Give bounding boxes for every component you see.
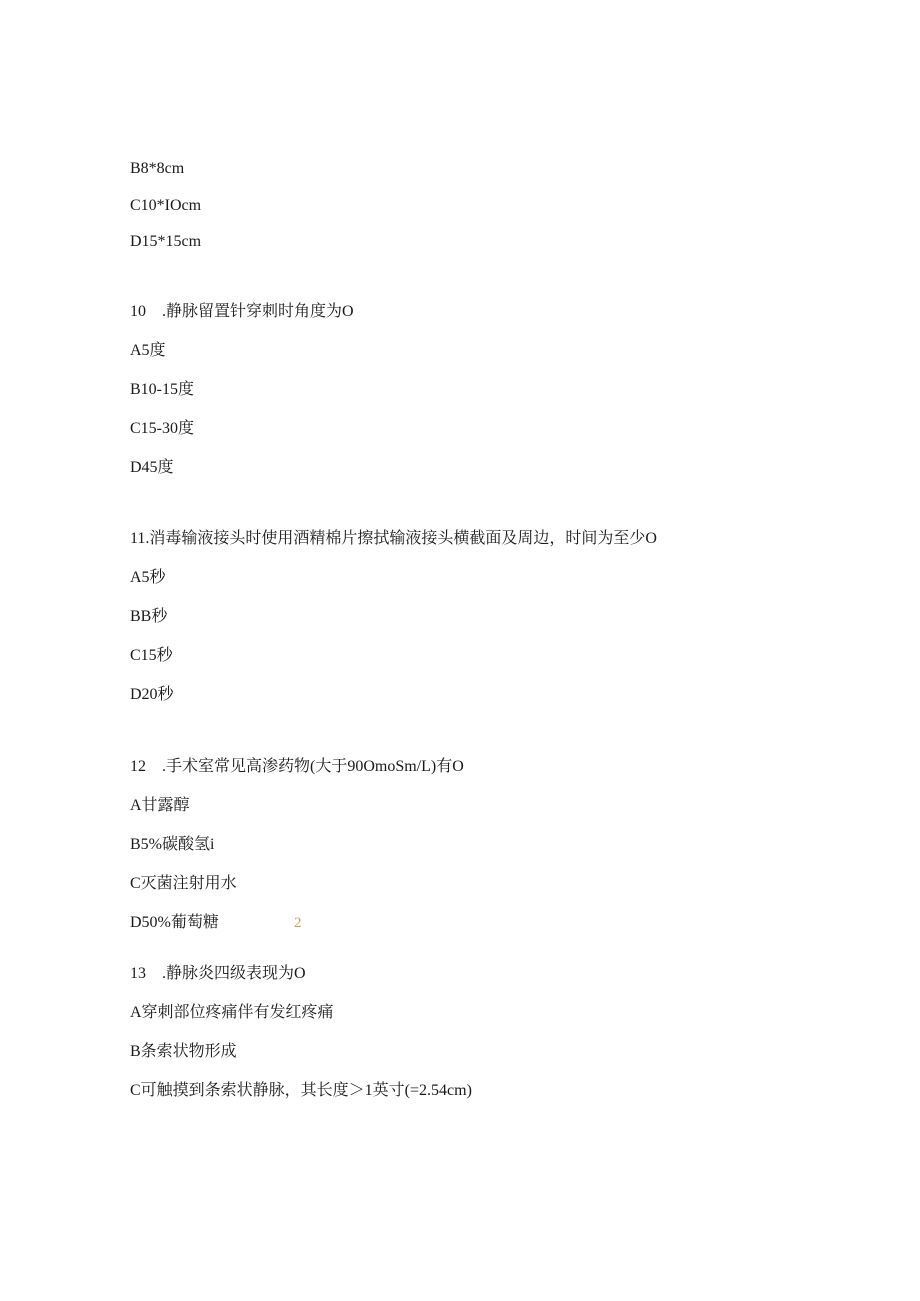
q9-option-c: C10*IOcm	[130, 197, 202, 214]
q13-option-a: A穿刺部位疼痛伴有发红疼痛	[130, 1004, 334, 1021]
page-number: 2	[294, 915, 302, 931]
q10-option-c: C15-30度	[130, 420, 195, 437]
q11-option-c: C15秒	[130, 647, 173, 664]
q13-option-c: C可触摸到条索状静脉，其长度＞1英寸(=2.54cm)	[130, 1082, 472, 1099]
q10-option-d: D45度	[130, 459, 174, 476]
q9-option-d: D15*15cm	[130, 233, 202, 250]
q10-option-a: A5度	[130, 342, 166, 359]
q12-option-c: C灭菌注射用水	[130, 875, 237, 892]
q10-option-b: B10-15度	[130, 381, 195, 398]
q12-option-b: B5%碳酸氢i	[130, 836, 215, 853]
q11-option-b: BB秒	[130, 608, 168, 625]
q9-option-b: B8*8cm	[130, 160, 185, 177]
q13-option-b: B条索状物形成	[130, 1043, 237, 1060]
q12-question: 12 .手术室常见高渗药物(大于90OmoSm/L)有O	[130, 758, 464, 775]
q11-question: 11.消毒输液接头时使用酒精棉片擦拭输液接头横截面及周边，时间为至少O	[130, 530, 657, 547]
q11-option-a: A5秒	[130, 569, 166, 586]
q10-question: 10 .静脉留置针穿刺时角度为O	[130, 303, 354, 320]
q13-question: 13 .静脉炎四级表现为O	[130, 965, 306, 982]
q12-option-a: A甘露醇	[130, 797, 190, 814]
q11-option-d: D20秒	[130, 686, 174, 703]
q12-option-d: D50%葡萄糖	[130, 914, 219, 931]
